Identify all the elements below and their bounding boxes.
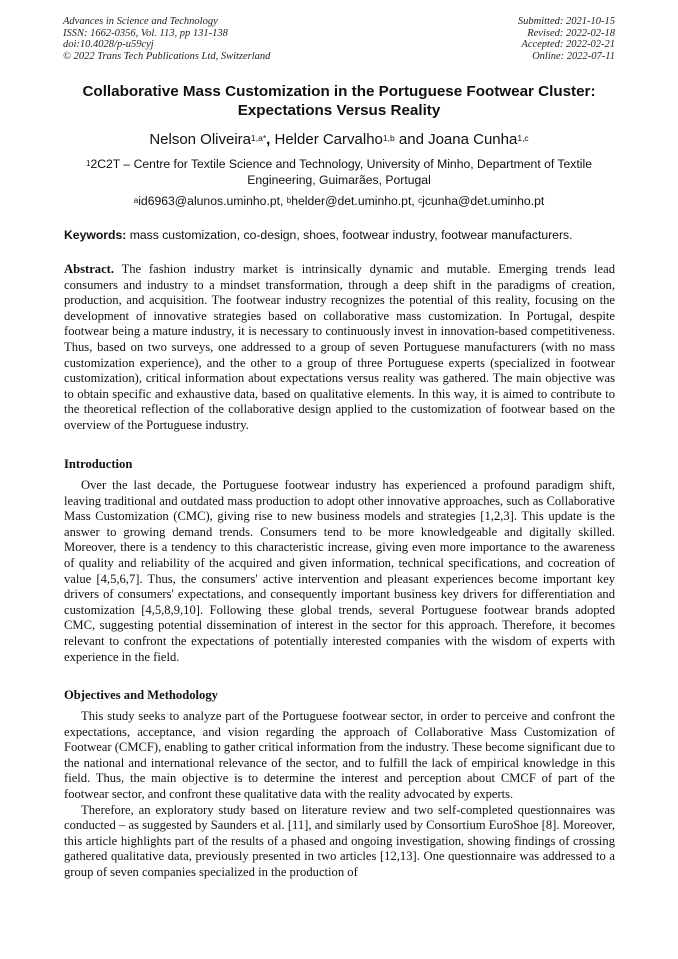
- author-1-affil: 1,a*: [251, 133, 267, 143]
- author-2-name: Helder Carvalho: [274, 131, 383, 148]
- author-3-name: Joana Cunha: [428, 131, 518, 148]
- email-b-marker: b: [286, 196, 292, 205]
- accepted-date: Accepted: 2022-02-21: [521, 39, 615, 51]
- objectives-section: [64, 709, 615, 881]
- introduction-section: [64, 478, 615, 665]
- online-date: Online: 2022-07-11: [532, 50, 615, 62]
- author-list: [40, 131, 638, 149]
- affiliation-text-1: 2C2T – Centre for Textile Science and Technology, University of Minho, Department of Textile: [90, 157, 592, 171]
- paper-title: [40, 82, 638, 120]
- objectives-paragraph-2: Therefore, an exploratory study based on literature review and two self-completed questionnaires was conducted – as suggested by Saunders et al. [11], and similarly used by Consortium EuroShoe [8]. Moreover, this article highlights part of the results of a phased and ongoing investigation, showing findings of crossing gathered qualitative data, previously presented in two articles [12,13]. One questionnaire was addressed to a group of seven companies specialized in the production of: [64, 802, 615, 879]
- title-line-2: Expectations Versus Reality: [237, 102, 441, 119]
- email-a-marker: a: [133, 196, 139, 205]
- affiliation-line-2: Engineering, Guimarães, Portugal: [247, 172, 431, 187]
- author-emails: [40, 194, 638, 209]
- objectives-heading: Objectives and Methodology: [64, 688, 218, 702]
- introduction-paragraph-1: Over the last decade, the Portuguese footwear industry has experienced a profound paradigm shift, leaving traditional and outdated mass production to adopt other innovative approaches, such as Collaborative Mass Customization (CMC), giving rise to new business models and strategies [1,2,3]. This update is the answer to growing demand trends. Consumers tend to be more knowledgeable and digitally skilled. Moreover, there is a tendency to this characteristic increase, giving even more importance to the awareness of quality and reliability of the acquired and given information, technical specifications, and cocreation of value [4,5,6,7]. Thus, the consumers' active intervention and pleasant experiences become important key drivers of consumers' expectations, and consequently important business key drivers for differentiation and customization [4,5,8,9,10]. Following these global trends, several Portuguese footwear brands adopted CMC, suggesting potential dissemination of interest in the sector for this approach. Therefore, it becomes relevant to confront the expectations of potentially interested companies with the wisdom of experts with experience in the field.: [64, 478, 615, 664]
- abstract: [64, 262, 615, 434]
- objectives-paragraph-1: This study seeks to analyze part of the Portuguese footwear sector, in order to perceive and confront the expectations, acceptance, and vision regarding the approach of Collaborative Mass Customization of Footwear (CMCF), enabling to gather critical information from the industry. These become significant due to the national and international relevance of the sector, and to fulfill the lack of empirical knowledge in this field. Thus, the main objective is to determine the interest and perception about CMCF of part of the footwear sector, and confront these qualitative data with the reality advocated by experts.: [64, 709, 615, 801]
- author-3-affil: 1,c: [517, 133, 529, 143]
- submitted-date: Submitted: 2021-10-15: [517, 16, 615, 27]
- author-separator-1: ,: [266, 131, 275, 148]
- affiliation: [40, 157, 638, 188]
- doi-line: doi:10.4028/p-u59cyj: [63, 39, 154, 51]
- copyright-line: © 2022 Trans Tech Publications Ltd, Switzerland: [63, 50, 271, 62]
- title-line-1: Collaborative Mass Customization in the Portuguese Footwear Cluster:: [82, 83, 596, 100]
- abstract-paragraph: [64, 262, 615, 434]
- affiliation-line-1: [40, 157, 638, 173]
- revised-date: Revised: 2022-02-18: [527, 27, 615, 39]
- abstract-label: Abstract.: [64, 262, 115, 276]
- journal-header-left: [63, 16, 270, 62]
- author-2-affil: 1,b: [382, 133, 395, 143]
- keywords-label: Keywords:: [64, 228, 127, 242]
- journal-name: Advances in Science and Technology: [63, 16, 218, 27]
- author-separator-2: and: [394, 131, 429, 148]
- keywords: [64, 228, 616, 243]
- email-a: id6963@alunos.uminho.pt,: [138, 194, 287, 208]
- journal-header-right: [518, 16, 615, 62]
- abstract-text: The fashion industry market is intrinsically dynamic and mutable. Emerging trends lead consumers and industry to a mindset transformation, through a deep shift in the paradigms of creation, production, and acquisition. The footwear industry recognizes the potential of this reality, focusing on the development of innovative strategies based on collaborative mass customization. In Portugal, despite footwear being a mature industry, it is necessary to continuously invest in innovation-based competitiveness. Thus, based on two surveys, one addressed to a group of seven Portuguese manufacturers (with no mass customization experience), and the other to a group of three Portuguese experts (specialized in footwear customization), critical information about expectations versus reality was gathered. The main objective was to obtain specific and exhaustive data, based on qualitative elements. In this way, it is aimed to contribute to the theoretical reflection of the collaborative design applied to the customization of footwear based on the overview of the Portuguese industry.: [64, 262, 615, 432]
- email-c-marker: c: [418, 196, 423, 205]
- author-1-name: Nelson Oliveira: [149, 131, 252, 148]
- keywords-text: mass customization, co-design, shoes, footwear industry, footwear manufacturers.: [126, 228, 573, 242]
- affiliation-marker: 1: [86, 159, 91, 168]
- issn-line: ISSN: 1662-0356, Vol. 113, pp 131-138: [63, 27, 228, 39]
- introduction-heading: Introduction: [64, 457, 133, 471]
- email-b: helder@det.uminho.pt,: [291, 194, 419, 208]
- email-c: jcunha@det.uminho.pt: [422, 194, 545, 208]
